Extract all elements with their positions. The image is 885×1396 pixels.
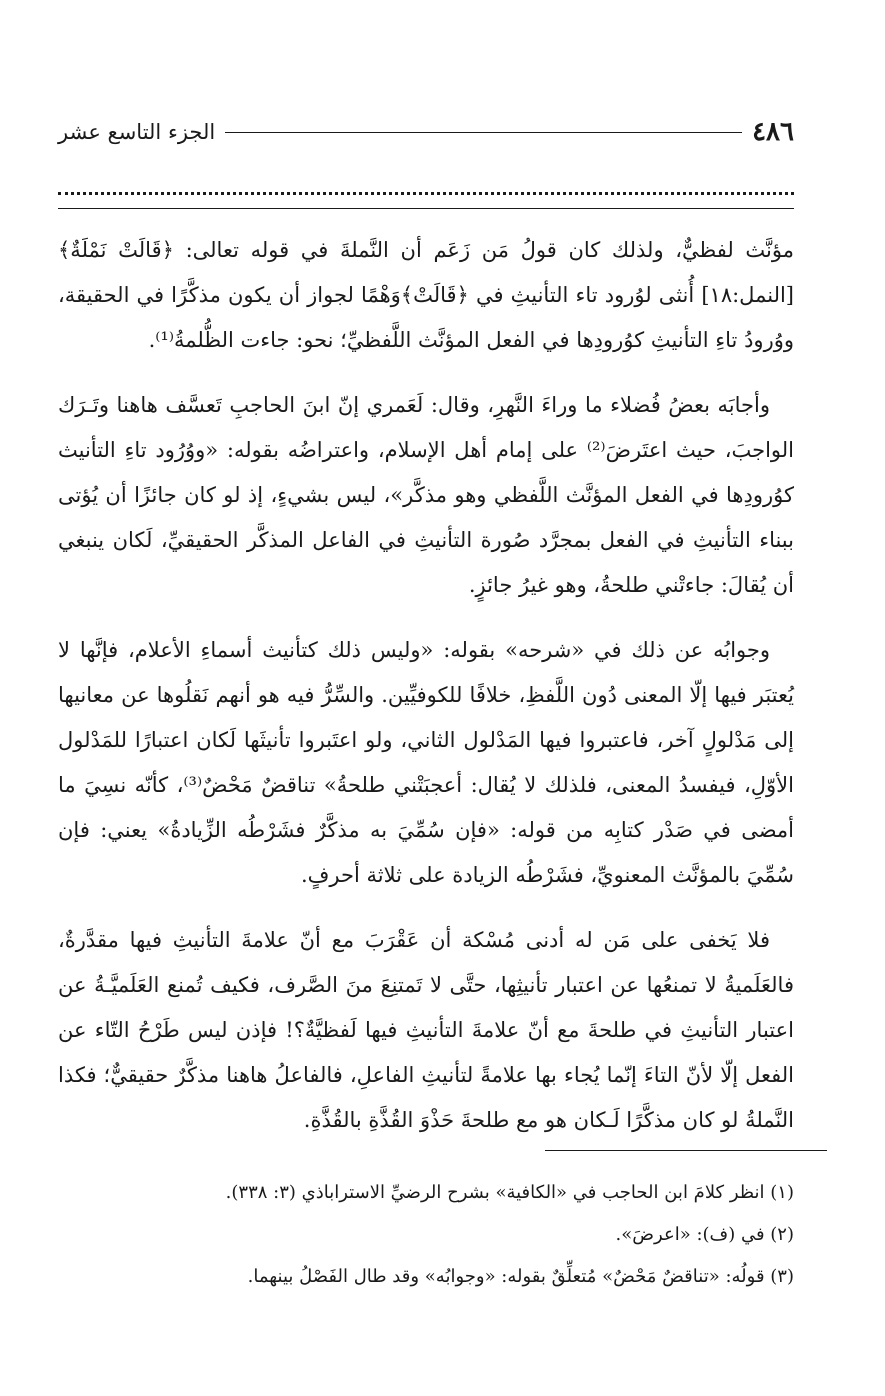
footnote-2: (٢) في (ف): «اعرضَ». (615, 1224, 794, 1245)
paragraph: وأجابَه بعضُ فُضلاء ما وراءَ النَّهرِ، وقال: لَعَمري إنّ ابنَ الحاجبِ تَعسَّف هاهنا وتَـرَك الواجبَ، حيث اعتَرضَ⁽²⁾ على إمام أهل الإسلام، واعتراضُه بقوله: «ووُرُود تاءِ التأنيث كوُرودِها في الفعل المؤنَّث اللَّفظي وهو مذكَّر»، ليس بشيءٍ، إذ لو كان جائزًا أن يُؤتى ببناء التأنيثِ في الفعل بمجرَّد صُورة التأنيثِ في الفاعل المذكَّر الحقيقيِّ، لَكان ينبغي أن يُقالَ: جاءتْني طلحةُ، وهو غيرُ جائزٍ. (58, 393, 794, 597)
page-number: ٤٨٦ (752, 117, 794, 147)
running-title: الجزء التاسع عشر (58, 120, 216, 144)
footnote-3: (٣) قولُه: «تناقضٌ مَحْضٌ» مُتعلِّقٌ بقوله: «وجوابُه» وقد طال الفَصْلُ بينهما. (247, 1266, 794, 1287)
dotted-separator (58, 192, 794, 195)
paragraph: مؤنَّث لفظيٌّ، ولذلك كان قولُ مَن زَعَم أن النَّملةَ في قوله تعالى: ﴿قَالَتْ نَمْلَةٌ﴾[النمل:١٨] أُنثى لوُرود تاء التأنيثِ في ﴿قَالَتْ﴾وَهْمًا لجواز أن يكون مذكَّرًا في الحقيقة، ووُرودُ تاءِ التأنيثِ كوُرودِها في الفعل المؤنَّث اللَّفظيِّ؛ نحو: جاءت الظُّلمةُ⁽¹⁾. (58, 238, 794, 352)
header-rule (225, 132, 742, 133)
footnote-1: (١) انظر كلامَ ابن الحاجب في «الكافية» بشرح الرضيِّ الاستراباذي (٣: ٣٣٨). (225, 1182, 794, 1203)
main-text (58, 228, 794, 1163)
footnotes (58, 1172, 794, 1298)
running-header (58, 112, 794, 152)
header-separator (58, 208, 794, 209)
footnote-separator (545, 1150, 827, 1151)
paragraph: فلا يَخفى على مَن له أدنى مُسْكة أن عَقْرَبَ مع أنّ علامةَ التأنيثِ فيها مقدَّرةٌ، فالعَلَميةُ لا تمنعُها عن اعتبار تأنيثِها، حتَّى لا تَمتنِعَ منَ الصَّرف، فكيف تُمنع العَلَميَّـةُ عن اعتبار التأنيثِ في طلحةَ مع أنّ علامةَ التأنيثِ فيها لَفظيَّةٌ؟! فإذن ليس طَرْحُ التّاء عن الفعل إلّا لأنّ التاءَ إنّما يُجاء بها علامةً لتأنيثِ الفاعلِ، فالفاعلُ هاهنا مذكَّرٌ حقيقيٌّ؛ فكذا النَّملةُ لو كان مذكَّرًا لَـكان هو مع طلحةَ حَذْوَ القُذَّةِ بالقُذَّةِ. (58, 928, 794, 1132)
paragraph: وجوابُه عن ذلك في «شرحه» بقوله: «وليس ذلك كتأنيث أسماءِ الأعلام، فإنَّها لا يُعتبَر فيها إلّا المعنى دُون اللَّفظِ، خلافًا للكوفيِّين. والسِّرُّ فيه هو أنهم نَقلُوها عن معانيها إلى مَدْلولٍ آخر، فاعتبروا فيها المَدْلول الثاني، ولو اعتَبروا تأنيثَها لَكان اعتبارًا للمَدْلول الأوّلِ، فيفسدُ المعنى، فلذلك لا يُقال: أعجبَتْني طلحةُ» تناقضٌ مَحْضٌ⁽³⁾، كأنّه نسِيَ ما أمضى في صَدْر كتابِه من قوله: «فإن سُمِّيَ به مذكَّرٌ فشَرْطُه الزِّيادةُ» يعني: فإن سُمِّيَ بالمؤنَّث المعنويِّ، فشَرْطُه الزيادة على ثلاثة أحرفٍ. (58, 638, 794, 887)
